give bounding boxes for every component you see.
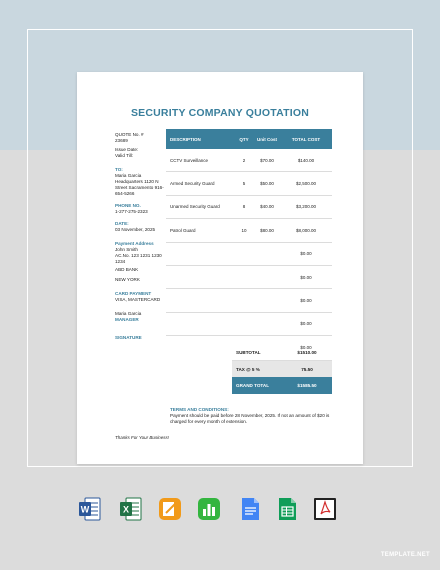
header-unit-cost: Unit Cost (257, 136, 277, 142)
phone-label: PHONE NO. (115, 203, 141, 208)
word-icon[interactable] (79, 497, 101, 521)
card-payment-value: VISA, MASTERCARD (115, 297, 161, 302)
row-total-cost: $0.00 (300, 251, 312, 257)
terms-label: TERMS AND CONDITIONS: (170, 407, 229, 412)
row-description: Unarmed Security Guard (170, 204, 220, 210)
header-description: DESCRIPTION (170, 136, 201, 142)
subtotal-label: SUBTOTAL (236, 350, 261, 355)
table-row (166, 219, 332, 242)
excel-icon[interactable] (120, 497, 142, 521)
row-qty: 8 (242, 204, 246, 210)
thanks-note: Thanks For Your Business! (115, 435, 169, 440)
row-description: CCTV Surveillance (170, 157, 209, 163)
header-qty: QTY (239, 136, 249, 142)
row-total-cost: $0.00 (300, 321, 312, 327)
signer-title: MANAGER (115, 317, 139, 322)
table-row (166, 289, 332, 312)
google-sheets-icon[interactable] (276, 497, 298, 521)
payment-name: John Smith (115, 247, 138, 252)
payment-address-label: Payment Address (115, 241, 154, 246)
table-row (166, 196, 332, 219)
row-total-cost: $3,200.00 (295, 204, 317, 210)
table-header (166, 129, 332, 149)
header-total-cost: TOTAL COST (291, 136, 321, 142)
row-description: Patrol Guard (170, 227, 196, 233)
row-total-cost: $2,500.00 (295, 181, 317, 187)
pages-icon[interactable] (159, 497, 181, 521)
table-row (166, 313, 332, 336)
signer-name: Maria Garcia (115, 311, 142, 316)
quote-no-value: 23689 (115, 138, 128, 143)
numbers-icon[interactable] (198, 497, 220, 521)
template-brand-logo: TEMPLATE.NET (380, 552, 430, 558)
tax-value: 75.50 (301, 366, 313, 372)
date-value: 03 November, 2025 (115, 227, 156, 232)
to-address: Headquarters 1120 N Street Sacramento 916-654-5266 (115, 179, 164, 196)
row-qty: 2 (242, 157, 246, 163)
payment-bank: ABD BANK (115, 267, 139, 272)
date-label: DATE: (115, 221, 129, 226)
row-total-cost: $0.00 (300, 274, 312, 280)
document-title: SECURITY COMPANY QUOTATION (130, 107, 310, 119)
row-total-cost: $0.00 (300, 298, 312, 304)
terms-block (170, 407, 330, 425)
quotation-document (77, 72, 363, 464)
phone-value: 1-277-275-2323 (115, 209, 148, 214)
valid-till-label: Valid Till: (115, 153, 134, 158)
tax-row (232, 361, 332, 377)
table-row (166, 243, 332, 266)
row-unit-cost: $50.00 (260, 181, 274, 187)
subtotal-value: $1510.00 (297, 350, 317, 355)
terms-text: Payment should be paid before 28 November, 2025. If not an amount of $20 is charged for every month of extension. (170, 413, 330, 424)
table-row (166, 172, 332, 195)
tax-label: TAX @ 5 % (236, 366, 260, 372)
format-icons-bar (79, 497, 363, 521)
svg-text:X: X (122, 504, 130, 515)
google-docs-icon[interactable] (239, 497, 261, 521)
left-info-column (115, 132, 167, 347)
table-row (166, 266, 332, 289)
pdf-icon[interactable] (314, 497, 336, 521)
to-name: Maria Garcia (115, 173, 142, 178)
grand-total-value: $1585.50 (297, 383, 317, 388)
row-unit-cost: $40.00 (260, 204, 274, 210)
svg-text:W: W (80, 504, 90, 515)
payment-account: AC.No. 123 1231 1230 1234 (115, 253, 162, 264)
row-qty: 10 (241, 227, 247, 233)
signature-label: SIGNATURE (115, 335, 142, 340)
table-row (166, 149, 332, 172)
row-description: Armed Security Guard (170, 181, 215, 187)
row-unit-cost: $80.00 (260, 227, 274, 233)
payment-city: NEW YORK (115, 277, 140, 282)
row-qty: 5 (242, 181, 246, 187)
items-table (166, 129, 332, 360)
grand-total-label: GRAND TOTAL (236, 383, 270, 388)
to-label: TO: (115, 167, 123, 172)
card-payment-label: CARD PAYMENT (115, 291, 152, 296)
issue-date-label: Issue Date: (115, 147, 139, 152)
row-total-cost: $8,000.00 (295, 227, 317, 233)
subtotal-row (232, 345, 332, 361)
row-total-cost: $0.00 (300, 345, 312, 351)
quote-no-label: QUOTE No. # (115, 132, 144, 137)
grand-total-row (232, 377, 332, 394)
row-total-cost: $140.00 (297, 157, 315, 163)
row-unit-cost: $70.00 (260, 157, 274, 163)
